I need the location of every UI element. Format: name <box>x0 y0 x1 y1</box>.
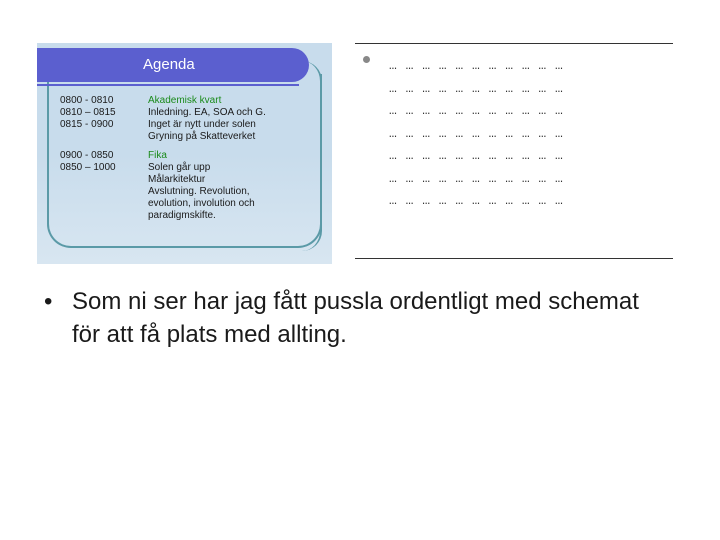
main-bullet-text: Som ni ser har jag fått pussla ordentligt med schemat för att få plats med allting. <box>72 288 639 348</box>
dotted-line: … … … … … … … … … … … <box>389 193 564 208</box>
dotted-lines <box>389 55 563 213</box>
dotted-line: … … … … … … … … … … … <box>389 58 564 73</box>
agenda-title: Agenda <box>143 56 195 73</box>
agenda-item: Akademisk kvart <box>148 95 222 106</box>
agenda-item: Gryning på Skatteverket <box>148 131 256 142</box>
agenda-time: 0850 – 1000 <box>60 162 116 173</box>
agenda-item: Solen går upp <box>148 162 211 173</box>
dotted-line: … … … … … … … … … … … <box>389 170 564 186</box>
main-bullet-marker: • <box>44 288 53 315</box>
dotted-line: … … … … … … … … … … … <box>389 125 564 141</box>
agenda-title-underline <box>37 84 299 86</box>
agenda-item: evolution, involution och <box>148 198 255 209</box>
dotted-line: … … … … … … … … … … … <box>389 80 564 96</box>
dotted-line: … … … … … … … … … … … <box>389 148 564 163</box>
agenda-time: 0815 - 0900 <box>60 119 114 130</box>
agenda-item: Inget är nytt under solen <box>148 119 256 130</box>
dotted-line: … … … … … … … … … … … <box>389 103 564 118</box>
agenda-time: 0900 - 0850 <box>60 150 114 161</box>
agenda-item: Inledning. EA, SOA och G. <box>148 107 266 118</box>
agenda-time: 0800 - 0810 <box>60 95 114 106</box>
agenda-item: Fika <box>148 150 167 161</box>
agenda-item: Avslutning. Revolution, <box>148 186 250 197</box>
agenda-time: 0810 – 0815 <box>60 107 116 118</box>
bullet-dot-icon <box>363 56 370 63</box>
agenda-item: Målarkitektur <box>148 174 206 185</box>
agenda-thumbnail <box>37 43 332 264</box>
dotted-placeholder-box <box>355 43 673 259</box>
agenda-item: paradigmskifte. <box>148 210 216 221</box>
